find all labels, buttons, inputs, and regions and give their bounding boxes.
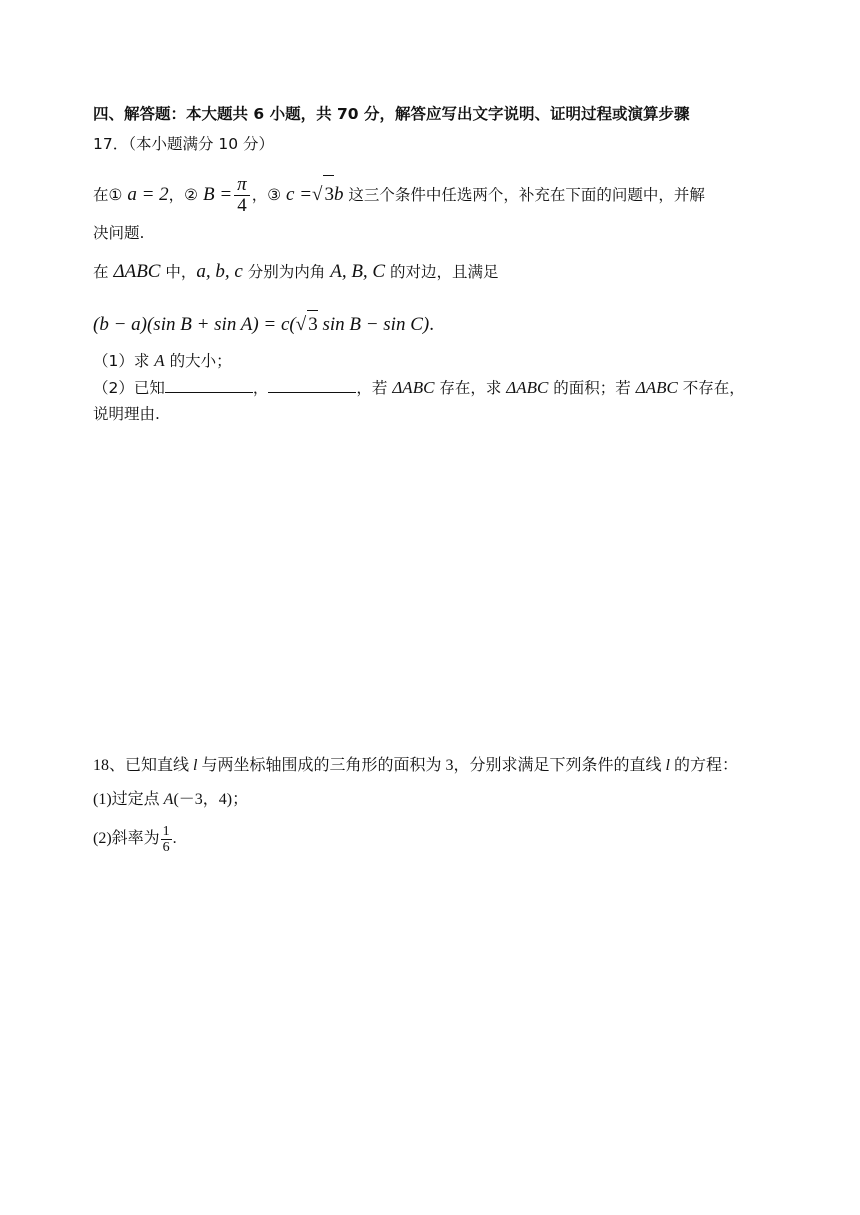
condition-2-numerator: π [234, 175, 250, 196]
part2-text-b: ，若 [356, 379, 393, 397]
triangle-abc-3: ΔABC [635, 378, 678, 397]
q18-statement [93, 755, 738, 777]
q18-sub1-text-b: (－3，4)； [173, 791, 249, 808]
condition-2-lhs: B = [202, 184, 233, 205]
part2-text-d: 的面积；若 [548, 379, 636, 397]
q18-sub2-end: . [172, 830, 177, 847]
q18-sub2 [93, 822, 177, 856]
q17-number: 17．（本小题满分 10 分） [93, 135, 275, 153]
equation-rhs: sin B − sin C) [317, 314, 430, 335]
condition-2-denominator: 4 [237, 195, 247, 216]
q17-sep1: ，② [168, 186, 203, 204]
q17-conditions: 在① a = 2，② B = $\frac{\pi}{4}$ ，③ c =√ 3b 这三个条件中任选两个，补充在下面的问题中，并解 [93, 174, 705, 216]
condition-3-sqrt: 3 [323, 175, 334, 214]
q18-text-b: 与两坐标轴围成的三角形的面积为 3，分别求满足下列条件的直线 [197, 757, 666, 774]
triangle-abc-1: ΔABC [392, 378, 435, 397]
part1-text-b: 的大小； [164, 352, 232, 370]
side-variables: a, b, c [196, 261, 243, 282]
equation-end: . [429, 314, 434, 335]
angle-variables: A, B, C [330, 261, 386, 282]
part1-var: A [154, 351, 165, 370]
condition-2-fraction [234, 175, 250, 216]
part2-text-a: （2）已知 [93, 379, 165, 397]
q17-sep2: ，③ [251, 186, 287, 204]
slope-fraction [161, 824, 172, 855]
q17-part2-cont: 说明理由. [93, 405, 160, 423]
answer-blank-1[interactable] [165, 376, 253, 393]
point-a: A [163, 791, 174, 808]
setup-text-1: 在 [93, 263, 114, 281]
setup-text-3: 分别为内角 [242, 263, 331, 281]
section-heading: 四、解答题：本大题共 6 小题，共 70 分，解答应写出文字说明、证明过程或演算步骤 [93, 105, 690, 123]
q17-intro-prefix: 在① [93, 186, 128, 204]
slope-denominator: 6 [162, 839, 170, 855]
condition-3-lhs: c = [286, 184, 313, 205]
triangle-abc-2: ΔABC [506, 378, 549, 397]
q17-intro-suffix: 这三个条件中任选两个，补充在下面的问题中，并解 [343, 186, 705, 204]
part1-text-a: （1）求 [93, 352, 155, 370]
q17-part2 [93, 376, 745, 399]
part2-sep: ， [252, 379, 269, 397]
setup-text-4: 的对边，且满足 [385, 263, 499, 281]
q18-sub1 [93, 789, 248, 811]
line-l-1: l [193, 757, 198, 774]
setup-text-2: 中， [160, 263, 197, 281]
q18-sub2-text: (2)斜率为 [93, 830, 160, 847]
q18-sub1-text-a: (1)过定点 [93, 791, 164, 808]
line-l-2: l [665, 757, 670, 774]
triangle-abc: ΔABC [113, 261, 161, 282]
q17-setup [93, 259, 499, 285]
part2-text-c: 存在，求 [434, 379, 507, 397]
condition-1: a = 2 [127, 184, 169, 205]
q18-text-c: 的方程： [669, 757, 738, 774]
slope-numerator: 1 [162, 823, 170, 839]
equation-lhs: (b − a)(sin B + sin A) = c( [93, 314, 296, 335]
q18-text-a: 18、已知直线 [93, 757, 194, 774]
condition-3-var: b [333, 184, 344, 205]
q17-equation: (b − a)(sin B + sin A) = c(√ 3 sin B − sin C). [93, 310, 434, 339]
equation-sqrt: 3 [307, 310, 318, 339]
q17-part1 [93, 350, 232, 372]
q17-intro-cont: 决问题. [93, 224, 145, 242]
answer-blank-2[interactable] [268, 376, 356, 393]
part2-text-e: 不存在， [677, 379, 745, 397]
